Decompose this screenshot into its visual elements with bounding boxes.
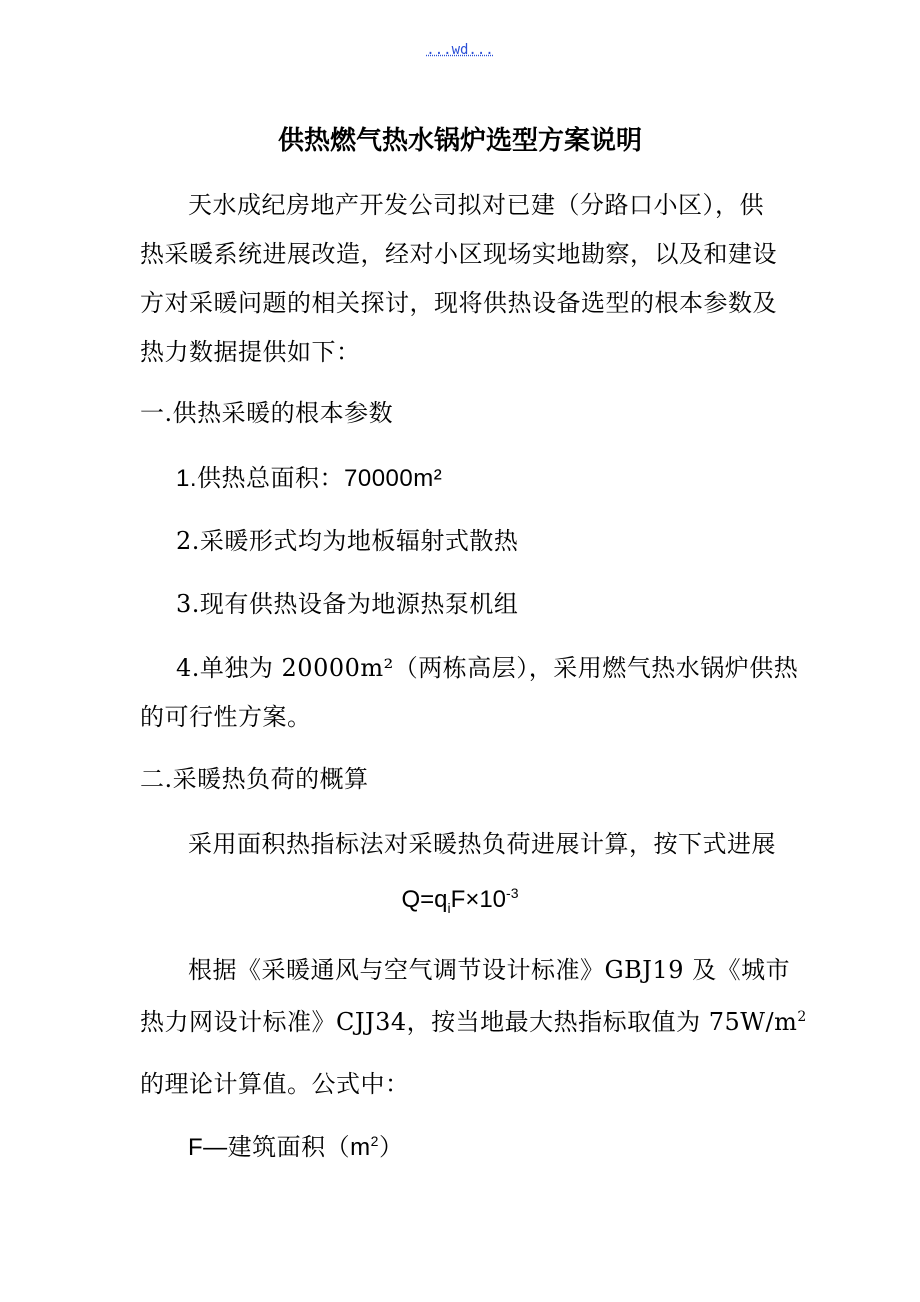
formula-subscript: i xyxy=(447,899,451,916)
param-item-4-line-2: 的可行性方案。 xyxy=(140,703,312,731)
reference-line-1: 根据《采暖通风与空气调节设计标准》GBJ19 及《城市 xyxy=(188,956,791,984)
section-2-heading: 二.采暖热负荷的概算 xyxy=(140,765,369,793)
formula-part-1: Q=q xyxy=(401,886,448,913)
param-item-2: 2.采暖形式均为地板辐射式散热 xyxy=(176,527,519,555)
intro-line-4: 热力数据提供如下： xyxy=(140,338,361,366)
reference-line-2-text: 热力网设计标准》CJJ34，按当地最大热指标取值为 75W/m xyxy=(140,1008,798,1036)
reference-line-3: 的理论计算值。公式中： xyxy=(140,1070,410,1098)
definition-f-sup: 2 xyxy=(370,1133,379,1149)
reference-line-2-sup: 2 xyxy=(797,1009,807,1025)
definition-f xyxy=(188,1127,403,1162)
definition-f-text: F—建筑面积（m xyxy=(188,1134,371,1161)
param-item-1: 1.供热总面积：70000m² xyxy=(176,465,443,492)
definition-f-end: ） xyxy=(378,1134,404,1161)
document-title: 供热燃气热水锅炉选型方案说明 xyxy=(277,126,642,156)
reference-line-2 xyxy=(140,1002,807,1037)
param-item-3: 3.现有供热设备为地源热泵机组 xyxy=(176,590,519,618)
param-item-4-line-1: 4.单独为 20000m²（两栋高层），采用燃气热水锅炉供热 xyxy=(176,654,799,682)
section-1-heading: 一.供热采暖的根本参数 xyxy=(140,399,394,427)
formula-superscript: -3 xyxy=(506,885,519,901)
formula xyxy=(0,886,920,914)
intro-line-1: 天水成纪房地产开发公司拟对已建（分路口小区），供 xyxy=(188,191,764,219)
formula-part-2: F×10 xyxy=(450,886,507,913)
intro-line-3: 方对采暖问题的相关探讨，现将供热设备选型的根本参数及 xyxy=(140,289,777,317)
intro-line-2: 热采暖系统进展改造，经对小区现场实地勘察，以及和建设 xyxy=(140,240,777,268)
method-text: 采用面积热指标法对采暖热负荷进展计算，按下式进展 xyxy=(188,830,776,858)
header-link[interactable]: ...wd... xyxy=(426,42,494,58)
